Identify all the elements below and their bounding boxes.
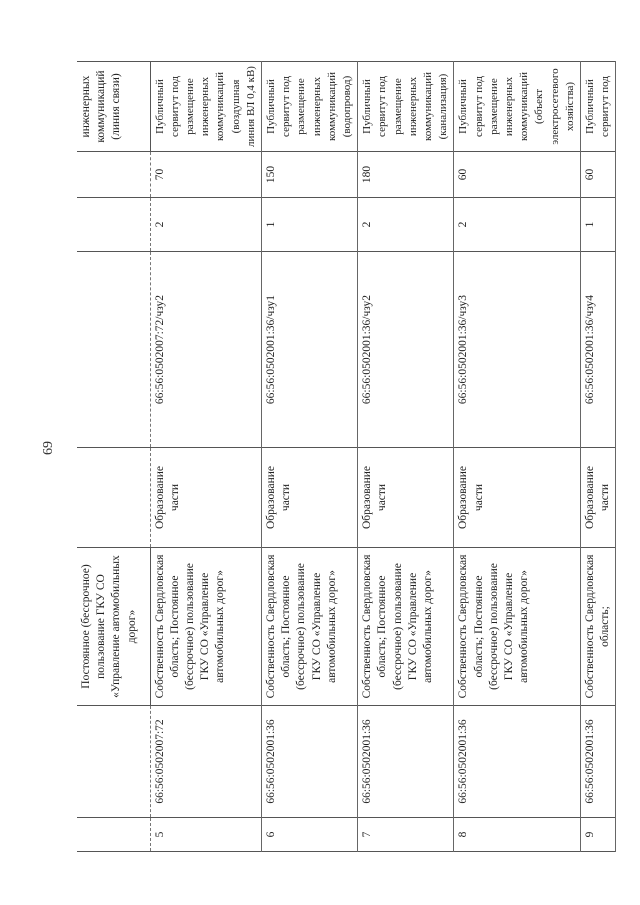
- action-cell: Образование части: [580, 448, 615, 548]
- action-cell: Образование части: [261, 448, 357, 548]
- area-cell: 70: [150, 152, 261, 198]
- contours-cell: 2: [454, 198, 581, 252]
- rights-cell: Собственность Свердловская область; Постоянное (бессрочное) пользование ГКУ СО «Управление автомобильных дорог»: [150, 548, 261, 706]
- area-cell: 60: [580, 152, 615, 198]
- table-row: [454, 62, 581, 852]
- contours-cell: 2: [150, 198, 261, 252]
- row-number: 9: [580, 818, 615, 852]
- contours-cell: 1: [261, 198, 357, 252]
- row-number: 5: [150, 818, 261, 852]
- purpose-cell: инженерных коммуникаций (линия связи): [77, 62, 150, 152]
- rights-cell: Собственность Свердловская область; Постоянное (бессрочное) пользование ГКУ СО «Управление автомобильных дорог»: [454, 548, 581, 706]
- purpose-cell: Публичный сервитут под: [580, 62, 615, 152]
- area-cell: 150: [261, 152, 357, 198]
- row-number: 6: [261, 818, 357, 852]
- cadastral-number: [77, 706, 150, 818]
- cadastral-number: 66:56:0502001:36: [358, 706, 454, 818]
- table-row-continuation: [77, 62, 150, 852]
- table-row: [261, 62, 357, 852]
- rights-cell: Собственность Свердловская область; Постоянное (бессрочное) пользование ГКУ СО «Управление автомобильных дорог»: [261, 548, 357, 706]
- page-number: 69: [41, 441, 56, 455]
- part-number-cell: 66:56:0502001:36/чзу3: [454, 252, 581, 448]
- area-cell: [77, 152, 150, 198]
- table-row: [580, 62, 615, 852]
- table-row: [358, 62, 454, 852]
- purpose-cell: Публичный сервитут под размещение инженерных коммуникаций (водопровод): [261, 62, 357, 152]
- action-cell: Образование части: [358, 448, 454, 548]
- row-number: 7: [358, 818, 454, 852]
- rotated-sheet: [77, 62, 612, 852]
- purpose-cell: Публичный сервитут под размещение инженерных коммуникаций (воздушная линия ВЛ 0,4 кВ): [150, 62, 261, 152]
- cadastral-number: 66:56:0502001:36: [580, 706, 615, 818]
- contours-cell: [77, 198, 150, 252]
- part-number-cell: 66:56:0502001:36/чзу2: [358, 252, 454, 448]
- contours-cell: 2: [358, 198, 454, 252]
- contours-cell: 1: [580, 198, 615, 252]
- cadastral-number: 66:56:0502001:36: [454, 706, 581, 818]
- purpose-cell: Публичный сервитут под размещение инженерных коммуникаций (канализация): [358, 62, 454, 152]
- row-number: [77, 818, 150, 852]
- part-number-cell: 66:56:0502001:36/чзу4: [580, 252, 615, 448]
- part-number-cell: 66:56:0502001:36/чзу1: [261, 252, 357, 448]
- action-cell: Образование части: [454, 448, 581, 548]
- area-cell: 180: [358, 152, 454, 198]
- purpose-cell: Публичный сервитут под размещение инженерных коммуникаций (объект электросетевого хозяйства): [454, 62, 581, 152]
- part-number-cell: 66:56:0502007:72/чзу2: [150, 252, 261, 448]
- rights-cell: Собственность Свердловская область; Постоянное (бессрочное) пользование ГКУ СО «Управление автомобильных дорог»: [358, 548, 454, 706]
- rights-cell: Постоянное (бессрочное) пользование ГКУ СО «Управление автомобильных дорог»: [77, 548, 150, 706]
- action-cell: [77, 448, 150, 548]
- action-cell: Образование части: [150, 448, 261, 548]
- cadastral-number: 66:56:0502007:72: [150, 706, 261, 818]
- land-parts-table: [77, 61, 616, 852]
- rights-cell: Собственность Свердловская область;: [580, 548, 615, 706]
- part-number-cell: [77, 252, 150, 448]
- area-cell: 60: [454, 152, 581, 198]
- table-row: [150, 62, 261, 852]
- row-number: 8: [454, 818, 581, 852]
- cadastral-number: 66:56:0502001:36: [261, 706, 357, 818]
